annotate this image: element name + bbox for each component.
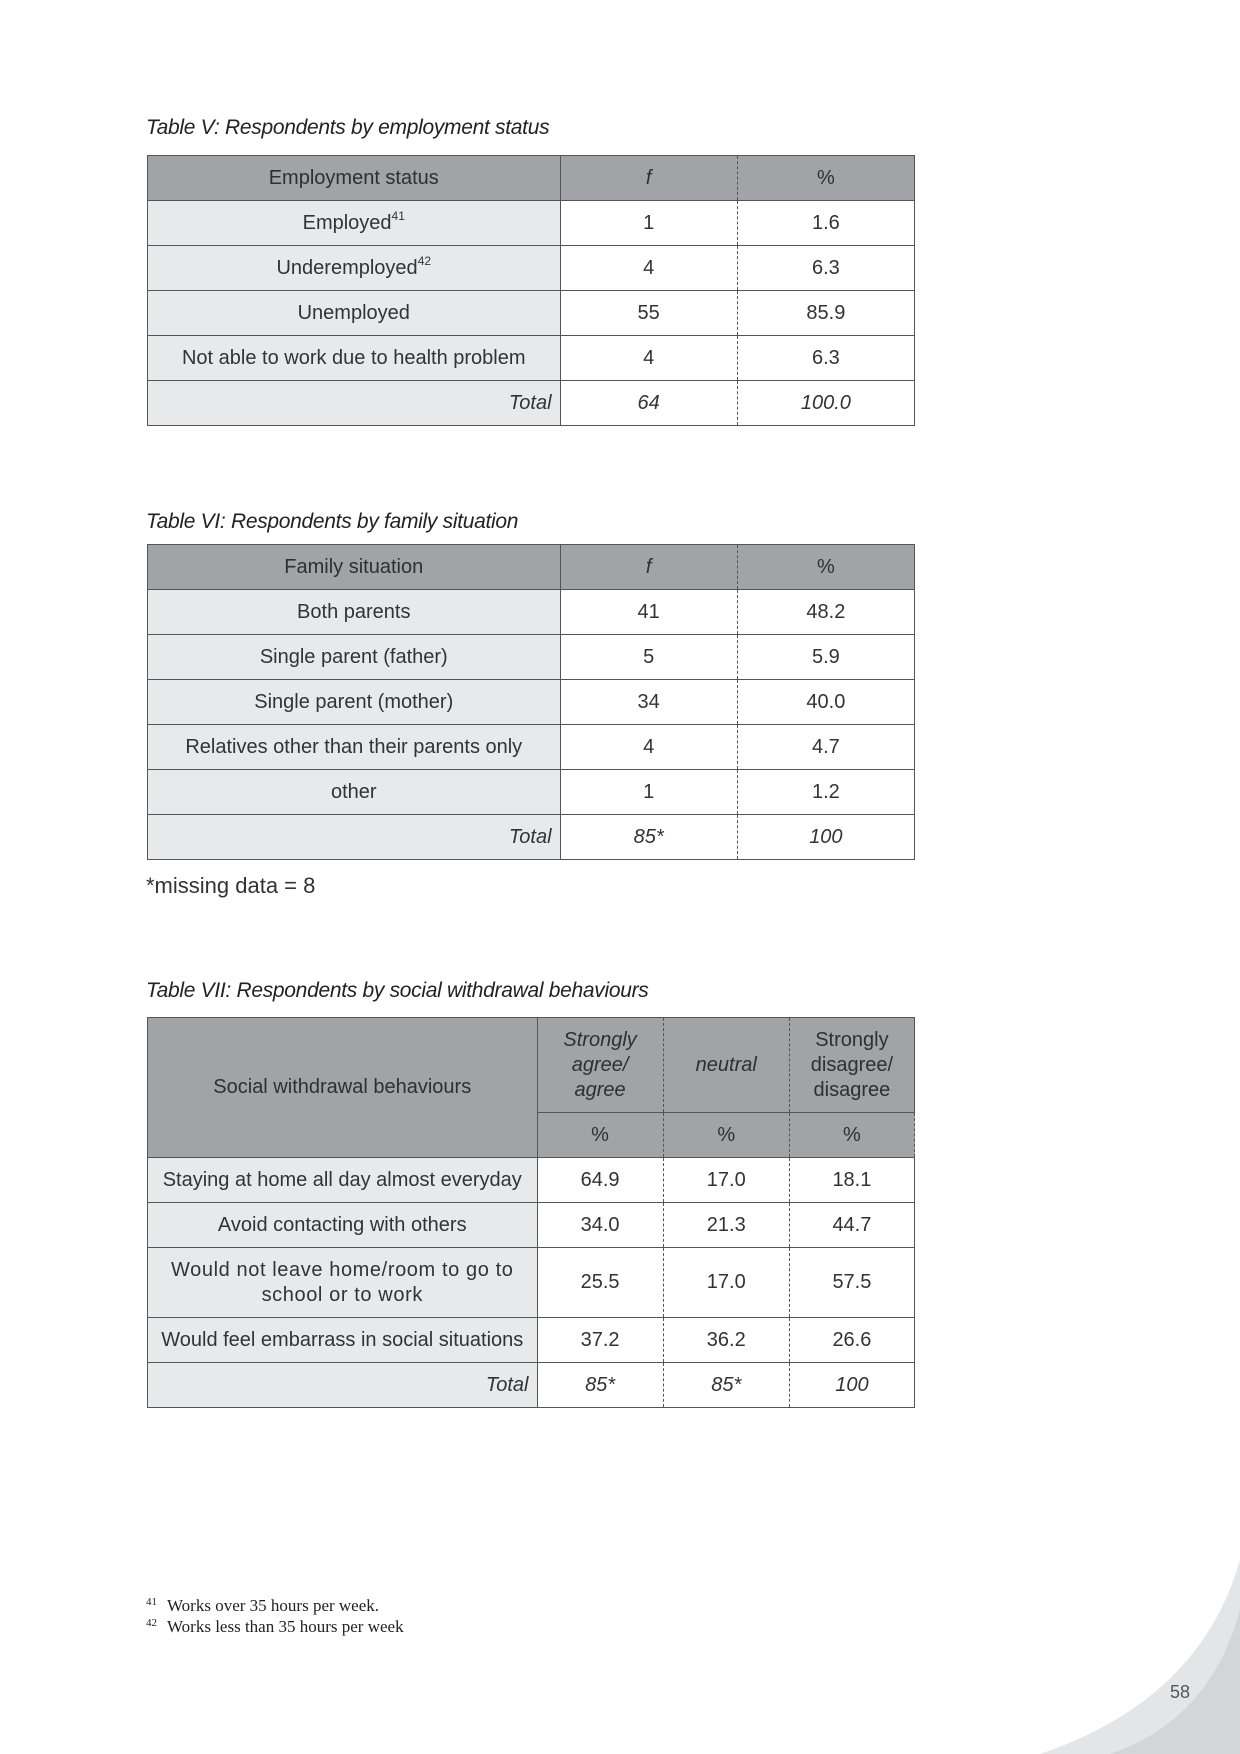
table-row <box>148 246 915 291</box>
cell-f: 34 <box>560 680 737 725</box>
total-agree: 85* <box>537 1363 663 1408</box>
footnote-ref: 42 <box>417 253 432 268</box>
page-number: 58 <box>1170 1682 1191 1702</box>
cell-f: 4 <box>560 336 737 381</box>
column-header-strongly-agree <box>537 1018 663 1113</box>
row-label-line: school or to work <box>261 1283 423 1306</box>
column-header-percent: % <box>737 545 914 590</box>
cell-percent: 48.2 <box>737 590 914 635</box>
unit-percent: % <box>789 1113 914 1158</box>
footnote-number: 41 <box>146 1596 157 1608</box>
row-label: Avoid contacting with others <box>148 1203 538 1248</box>
cell-agree: 37.2 <box>537 1318 663 1363</box>
row-label <box>148 1248 538 1318</box>
total-row <box>148 381 915 426</box>
table-row <box>148 590 915 635</box>
total-f: 85* <box>560 815 737 860</box>
table-caption-social-withdrawal: Table VII: Respondents by social withdrawal behaviours <box>146 979 649 1002</box>
cell-f: 55 <box>560 291 737 336</box>
cell-f: 1 <box>560 201 737 246</box>
total-label: Total <box>148 815 561 860</box>
table-row <box>148 1158 915 1203</box>
footnote-ref: 41 <box>391 208 405 223</box>
unit-percent: % <box>537 1113 663 1158</box>
table-row <box>148 201 915 246</box>
row-label <box>148 246 561 291</box>
footnote-number: 42 <box>146 1617 157 1629</box>
table-row <box>148 1203 915 1248</box>
footnote-text: Works less than 35 hours per week <box>167 1617 404 1636</box>
header-line: disagree <box>813 1078 891 1101</box>
column-header-strongly-disagree <box>789 1018 914 1113</box>
column-header-f: f <box>560 545 737 590</box>
header-line: Strongly <box>563 1028 637 1051</box>
cell-f: 4 <box>560 725 737 770</box>
total-disagree: 100 <box>789 1363 914 1408</box>
row-label: Both parents <box>148 590 561 635</box>
table-header-row <box>148 545 915 590</box>
row-label: Unemployed <box>148 291 561 336</box>
column-header-family-situation: Family situation <box>148 545 561 590</box>
header-line: agree <box>574 1078 626 1101</box>
cell-f: 1 <box>560 770 737 815</box>
family-situation-table <box>147 544 915 860</box>
cell-percent: 6.3 <box>737 336 914 381</box>
table-row <box>148 1318 915 1363</box>
column-header-behaviours: Social withdrawal behaviours <box>148 1018 538 1158</box>
cell-f: 41 <box>560 590 737 635</box>
total-label: Total <box>148 381 561 426</box>
table-caption-family: Table VI: Respondents by family situation <box>146 510 519 533</box>
table-row <box>148 291 915 336</box>
footnote-text: Works over 35 hours per week. <box>167 1596 380 1615</box>
missing-data-note: *missing data = 8 <box>146 873 316 898</box>
cell-f: 5 <box>560 635 737 680</box>
row-label-line: Would not leave home/room to go to <box>171 1258 514 1281</box>
cell-disagree: 44.7 <box>789 1203 914 1248</box>
cell-percent: 5.9 <box>737 635 914 680</box>
row-label: Relatives other than their parents only <box>148 725 561 770</box>
cell-disagree: 18.1 <box>789 1158 914 1203</box>
table-row <box>148 725 915 770</box>
cell-agree: 64.9 <box>537 1158 663 1203</box>
table-row <box>148 770 915 815</box>
table-row <box>148 635 915 680</box>
row-label-text: Underemployed <box>276 256 418 279</box>
total-neutral: 85* <box>663 1363 789 1408</box>
unit-percent: % <box>663 1113 789 1158</box>
table-row <box>148 680 915 725</box>
social-withdrawal-table <box>147 1017 915 1408</box>
cell-percent: 1.2 <box>737 770 914 815</box>
row-label: Single parent (mother) <box>148 680 561 725</box>
row-label <box>148 201 561 246</box>
table-caption-employment: Table V: Respondents by employment status <box>146 116 550 139</box>
cell-percent: 6.3 <box>737 246 914 291</box>
total-f: 64 <box>560 381 737 426</box>
total-percent: 100.0 <box>737 381 914 426</box>
cell-neutral: 21.3 <box>663 1203 789 1248</box>
cell-disagree: 57.5 <box>789 1248 914 1318</box>
row-label-text: Employed <box>302 211 392 234</box>
column-header-f: f <box>560 156 737 201</box>
table-row <box>148 1248 915 1318</box>
cell-agree: 34.0 <box>537 1203 663 1248</box>
cell-neutral: 36.2 <box>663 1318 789 1363</box>
cell-f: 4 <box>560 246 737 291</box>
footnote <box>146 1596 379 1616</box>
cell-agree: 25.5 <box>537 1248 663 1318</box>
column-header-percent: % <box>737 156 914 201</box>
cell-percent: 40.0 <box>737 680 914 725</box>
cell-percent: 1.6 <box>737 201 914 246</box>
row-label: other <box>148 770 561 815</box>
cell-percent: 4.7 <box>737 725 914 770</box>
row-label: Would feel embarrass in social situations <box>148 1318 538 1363</box>
total-row <box>148 1363 915 1408</box>
header-line: agree/ <box>571 1053 629 1076</box>
cell-disagree: 26.6 <box>789 1318 914 1363</box>
cell-neutral: 17.0 <box>663 1158 789 1203</box>
row-label: Single parent (father) <box>148 635 561 680</box>
row-label: Not able to work due to health problem <box>148 336 561 381</box>
column-header-employment-status: Employment status <box>148 156 561 201</box>
header-line: Strongly <box>815 1028 889 1051</box>
header-line: disagree/ <box>810 1053 894 1076</box>
table-row <box>148 336 915 381</box>
employment-status-table <box>147 155 915 426</box>
cell-percent: 85.9 <box>737 291 914 336</box>
total-percent: 100 <box>737 815 914 860</box>
total-row <box>148 815 915 860</box>
cell-neutral: 17.0 <box>663 1248 789 1318</box>
column-header-neutral: neutral <box>663 1018 789 1113</box>
table-header-row <box>148 156 915 201</box>
total-label: Total <box>148 1363 538 1408</box>
table-header-row <box>148 1018 915 1113</box>
row-label: Staying at home all day almost everyday <box>148 1158 538 1203</box>
footnote <box>146 1617 404 1637</box>
